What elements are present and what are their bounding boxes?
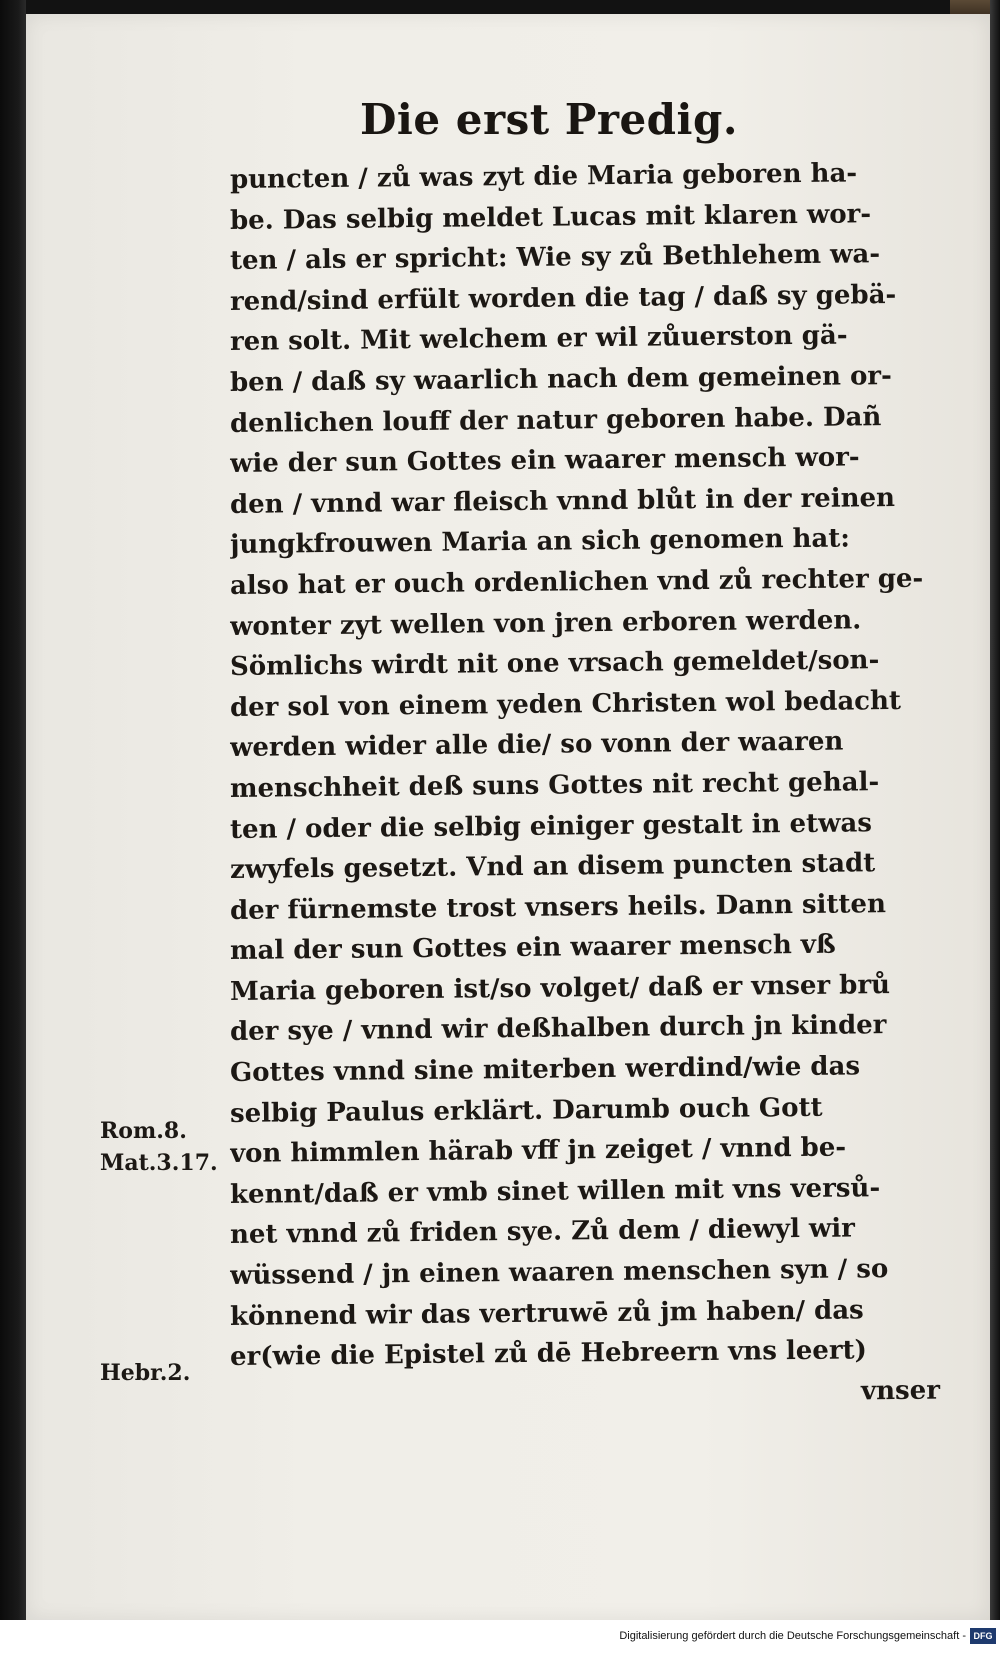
text-line: zwyfels gesetzt. Vnd an disem puncten stadt <box>229 848 876 886</box>
text-line: jungkfrouwen Maria an sich genomen hat: <box>229 523 851 561</box>
text-line: wonter zyt wellen von jren erboren werden. <box>229 604 862 642</box>
text-line: Maria geboren ist/so volget/ daß er vnser brů <box>229 969 891 1007</box>
text-line: könnend wir das vertruwē zů jm haben/ das <box>229 1294 864 1332</box>
funding-notice: Digitalisierung gefördert durch die Deutsche Forschungsgemeinschaft - <box>619 1630 966 1642</box>
text-line: der sye / vnnd wir deßhalben durch jn kinder <box>229 1010 887 1048</box>
text-line: denlichen louff der natur geboren habe. Dañ <box>229 401 882 439</box>
text-line: er(wie die Epistel zů dē Hebreern vns leert) <box>229 1335 868 1373</box>
text-line: menschheit deß suns Gottes nit recht gehal- <box>229 767 880 804</box>
footer-bar <box>0 1620 1000 1654</box>
text-line: Sömlichs wirdt nit one vrsach gemeldet/son- <box>229 645 880 683</box>
catchword: vnser <box>860 1375 941 1407</box>
text-line: ten / oder die selbig einiger gestalt in etwas <box>229 807 873 845</box>
body-text <box>230 160 950 1418</box>
text-line: puncten / zů was zyt die Maria geboren ha- <box>229 158 858 195</box>
text-line: den / vnnd war fleisch vnnd blůt in der reinen <box>229 482 896 520</box>
running-head: Die erst Predig. <box>360 95 738 144</box>
marginal-note-mat: Mat.3.17. <box>100 1150 218 1176</box>
text-line: Gottes vnnd sine miterben werdind/wie das <box>229 1051 861 1089</box>
text-line: von himmlen härab vff jn zeiget / vnnd be- <box>229 1132 847 1170</box>
text-line: ren solt. Mit welchem er wil zůuerston gä- <box>229 320 848 358</box>
marginal-note-hebr: Hebr.2. <box>100 1360 191 1386</box>
text-line: ten / als er spricht: Wie sy zů Bethlehem wa- <box>229 239 881 277</box>
text-line: rend/sind erfült worden die tag / daß sy gebä- <box>229 279 897 317</box>
text-line: also hat er ouch ordenlichen vnd zů rechter ge- <box>229 563 924 601</box>
text-line: der sol von einem yeden Christen wol bedacht <box>229 685 902 723</box>
dfg-logo: DFG <box>970 1628 996 1644</box>
marginal-note-rom: Rom.8. <box>100 1118 187 1144</box>
scan-background-right <box>990 0 1000 1620</box>
text-line: selbig Paulus erklärt. Darumb ouch Gott <box>229 1092 823 1129</box>
text-line: der fürnemste trost vnsers heils. Dann sitten <box>229 888 887 926</box>
text-line: wüssend / jn einen waaren menschen syn / so <box>229 1254 889 1292</box>
text-line: be. Das selbig meldet Lucas mit klaren wor- <box>229 198 872 236</box>
text-line: mal der sun Gottes ein waarer mensch vß <box>229 929 836 967</box>
text-line: kennt/daß er vmb sinet willen mit vns versů- <box>229 1173 881 1210</box>
scan-background-left <box>0 0 26 1620</box>
text-line: werden wider alle die/ so vonn der waaren <box>229 726 844 764</box>
text-line: ben / daß sy waarlich nach dem gemeinen or- <box>229 361 892 398</box>
text-line: net vnnd zů friden sye. Zů dem / diewyl wir <box>229 1213 856 1251</box>
text-line: wie der sun Gottes ein waarer mensch wor- <box>229 442 860 480</box>
